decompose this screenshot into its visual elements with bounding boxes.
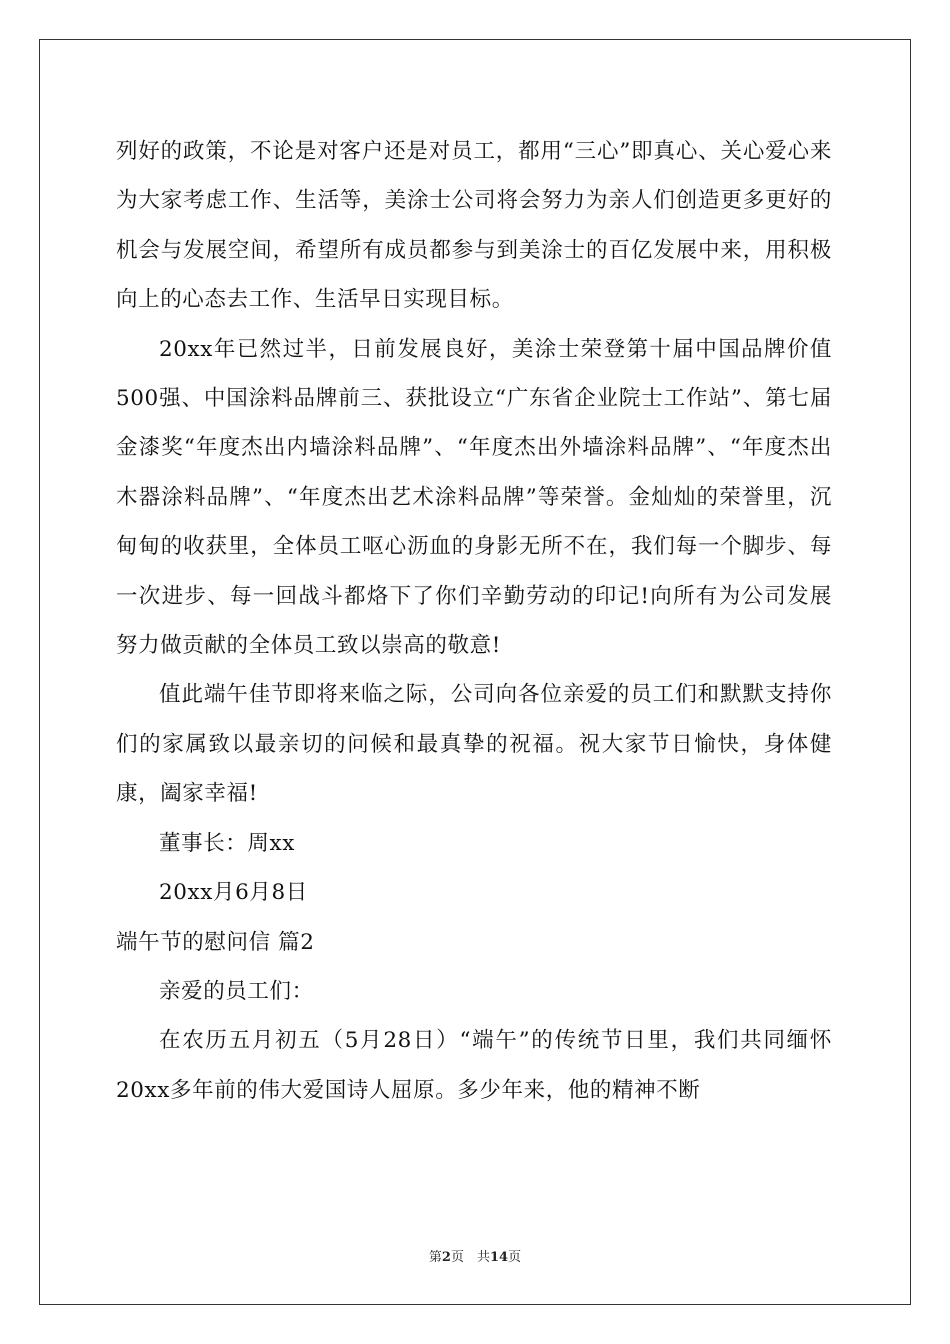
paragraph-1: 列好的政策，不论是对客户还是对员工，都用“三心”即真心、关心爱心来为大家考虑工作、生活等，美涂士公司将会努力为亲人们创造更多更好的机会与发展空间，希望所有成员都参与到美涂士的百亿发展中来，用积极向上的心态去工作、生活早日实现目标。 <box>116 139 832 313</box>
footer-page-number: 2 <box>441 1250 451 1265</box>
signature-chairman: 董事长：周xx <box>159 830 295 856</box>
paragraph-3: 值此端午佳节即将来临之际，公司向各位亲爱的员工们和默默支持你们的家属致以最亲切的问候和最真挚的祝福。祝大家节日愉快，身体健康，阖家幸福! <box>116 682 832 807</box>
paragraph-body: 在农历五月初五（5月28日）“端午”的传统节日里，我们共同缅怀20xx多年前的伟大爱国诗人屈原。多少年来，他的精神不断 <box>116 1028 832 1103</box>
document-body <box>116 127 832 1115</box>
footer-prefix: 第 <box>428 1250 442 1265</box>
salutation: 亲爱的员工们： <box>159 978 314 1004</box>
signature-date: 20xx月6月8日 <box>159 880 308 906</box>
page-footer <box>0 1246 950 1265</box>
footer-middle: 页 共 <box>450 1250 490 1265</box>
section-heading: 端午节的慰问信 篇2 <box>116 929 315 955</box>
footer-suffix: 页 <box>508 1250 522 1265</box>
footer-total-pages: 14 <box>489 1250 509 1265</box>
paragraph-2: 20xx年已然过半，日前发展良好，美涂士荣登第十届中国品牌价值500强、中国涂料品牌前三、获批设立“广东省企业院士工作站”、第七届金漆奖“年度杰出内墙涂料品牌”、“年度杰出外墙涂料品牌”、“年度杰出木器涂料品牌”、“年度杰出艺术涂料品牌”等荣誉。金灿灿的荣誉里，沉甸甸的收获里，全体员工呕心沥血的身影无所不在，我们每一个脚步、每一次进步、每一回战斗都烙下了你们辛勤劳动的印记!向所有为公司发展努力做贡献的全体员工致以崇高的敬意! <box>116 336 832 659</box>
